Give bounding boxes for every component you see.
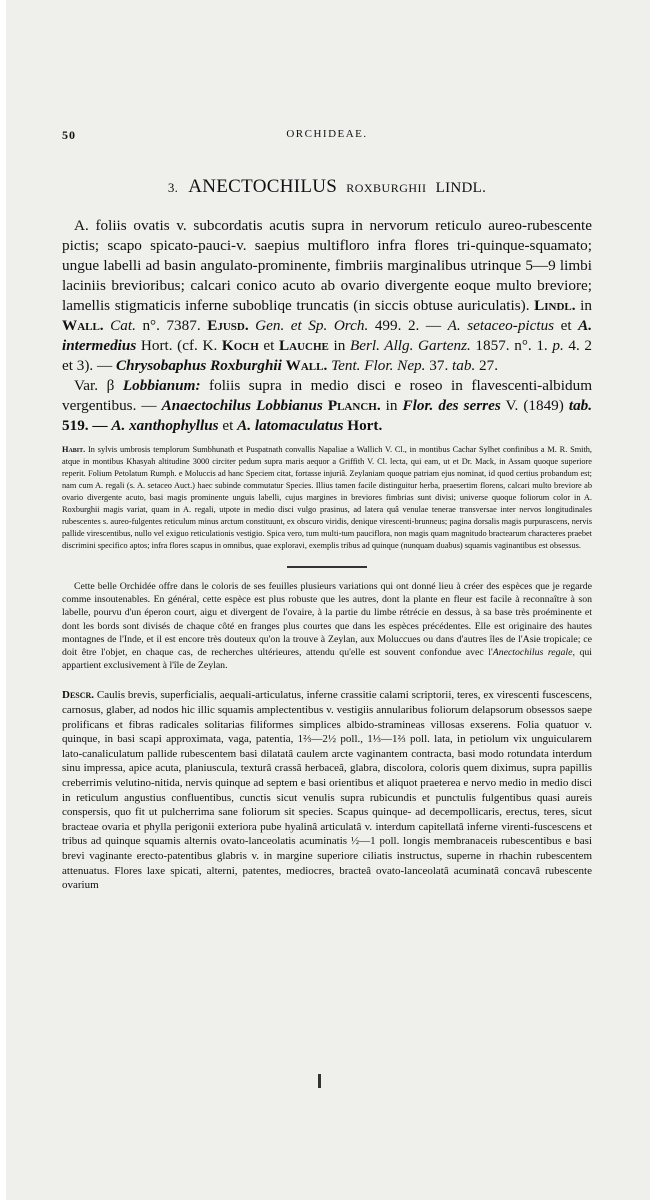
- habitat-note: [62, 444, 592, 552]
- ref-word: p.: [552, 337, 564, 354]
- synonym: A. intermedius: [62, 317, 593, 354]
- ref-word: Hort.: [347, 417, 383, 434]
- synonym: A. latomaculatus: [237, 417, 344, 434]
- author-lindl: Lindl.: [534, 297, 576, 314]
- ref-word: et: [560, 317, 572, 334]
- synonym: A. setaceo-pictus: [447, 317, 555, 334]
- page-number: 50: [62, 128, 76, 142]
- species-number: 3.: [167, 180, 179, 195]
- ref-number: 499. 2. —: [374, 317, 442, 334]
- species-title: [62, 176, 592, 198]
- habitat-text: In sylvis umbrosis templorum Sumbhunath et Puspatnath convallis Napaliae a Wallich V. Cl., in montibus Cachar Sylhet confinibus a M. R. Smith, atque in montibus Khasyah altitudine 3000 circiter pedum supra maris aequor a Griffith V. Cl. lecta, qui eam, ut et Dr. Mack, in Assam quoque superiore reperit. Folium Petolatum Rumph. e Moluccis ad hanc Speciem citat, fortasse injuriâ. Zeylaniam quoque patriam ejus nominat, id quod certius probandum est; nam cum A. regali (s. A. setaceo Auct.) haec subinde commutatur Species. Illius tamen facile distinguitur herba, praesertim florens, calcari multo breviore ab ovario divergente acuto, basi magis prominente unguis labelli, cujus margines in breviores fimbrias sunt divisi; universe quoque foliorum color in A. Roxburghii magis variat, quam in A. regali, utpote in medio disci vulgo prasinus, ad latera quâ venulae tenerae transversae inter nervos longitudinales rubescentes s. aureo-fulgentes reticulum minus arctum constituunt, ex obscuro viridis, denique virescenti-brunneus; pagina dorsalis magis purpurascens, nervis pallide virescentibus, nullo vel exiguo reticulationis vestigio. Spica vero, tum multi-tum pauciflora, non magis quam magnitudo bractearum characteres praebet discrimini specifico aptos; infra flores scapus in omnibus, quae exploravi, exemplis tribus ad quinque (nunquam duabus) squamis vaginantibus est obsessus.: [62, 445, 593, 550]
- section-divider: [287, 566, 367, 568]
- author-wall: Wall.: [62, 317, 104, 334]
- page-content: [62, 128, 592, 893]
- page-mark: [318, 1074, 321, 1088]
- ref-word: in: [580, 297, 592, 314]
- diagnosis-text: A. foliis ovatis v. subcordatis acutis supra in nervorum reticulo aureo-rubescente pictis; scapo spicato-pauci-v. saepius multifloro infra flores tri-quinque-squamato; ungue labelli ad basin angulato-prominente, fimbriis marginalibus utrinque 5—9 limbi laciniis brevioribus; calcari conico acuto ab ovario divergente eoque multo breviore; lamellis stigmaticis inferne subobliqe truncatis (in siccis obtuse auriculatis).: [62, 217, 592, 314]
- ref-word: et: [222, 417, 234, 434]
- ref-word: tab.: [568, 397, 593, 414]
- ref-title: Berl. Allg. Gartenz.: [349, 337, 471, 354]
- ref-title: Tent. Flor. Nep.: [331, 357, 426, 374]
- ref-title: Gen. et Sp. Orch.: [255, 317, 369, 334]
- author-ejusd: Ejusd.: [207, 317, 249, 334]
- french-commentary: [62, 580, 592, 672]
- author-wall: Wall.: [285, 357, 328, 374]
- author-planch: Planch.: [327, 397, 381, 414]
- ref-number: n°. 7387.: [142, 317, 201, 334]
- ref-number: 519. —: [62, 417, 108, 434]
- habitat-label: Habit.: [62, 445, 86, 454]
- french-text: , qui appartient exclusivement à l'île de Zeylan.: [62, 647, 592, 672]
- section-name: ORCHIDEAE.: [286, 128, 368, 140]
- ref-title: Flor. des serres: [402, 397, 501, 414]
- species-author: LINDL.: [435, 180, 487, 196]
- synonym: Anaectochilus Lobbianus: [161, 397, 323, 414]
- variety-label: Var. β: [74, 377, 115, 394]
- variety-text: foliis supra in medio disci e roseo in flavescenti-albidum vergentibus. —: [62, 377, 593, 414]
- description-text: Caulis brevis, superficialis, aequali-articulatus, inferne crassitie calami scriptorii, teres, ex virescenti fuscescens, carnosus, glaber, ad nodos hic illic squamis amplectentibus v. vestigiis annularibus foliorum delapsorum obsessos saepe prolificans et fibras radicales solitarias filiformes simplices albido-stramineas villosas exserens. Folia quatuor v. quinque, in basi scapi approximata, vaga, patentia, 1⅔—2½ poll., 1⅓—1⅔ poll. lata, in petiolum vix unguicularem lato-canaliculatum pallide rubescentem basi dilatatâ caulem arcte vaginantem contracta, basi modo rotundata interdum sinu impressa, apice acuta, planiuscula, texturâ crassâ herbaceâ, glabra, discolora, coloris quem diximus, supra papillis creberrimis velutino-nitida, nervis quinque ad septem e basi orientibus et aliquot praeterea e nervo medio in medio disci in reticulum angustius confluentibus, cunctis sicut venulis supra rubicundis et punctulis fulgentibus quasi aureis conspersis, quo fit ut pulcherrima sane foliorum sit species. Scapus quinque- ad decempollicaris, erectus, teres, sicut bracteae ovaria et phylla perigonii exteriora pube hyalinâ articulatâ v. interdum capitellatâ inferne virenti-fuscescens et tribus ad quinque squamis alternis ovato-lanceolatis acuminatis ½—1 poll. longis membranaceis rubescentibus e basi brevi vaginante erecto-patentibus glabris v. in margine superiore ciliatis instructus, superne in rhachin rubescentem attenuatus. Flores laxe spicati, alterni, patentes, mediocres, bracteâ ovato-lanceolatâ acuminatâ concavâ rubescente ovarium: [62, 689, 592, 892]
- ref-title: Cat.: [110, 317, 136, 334]
- ref-word: in: [333, 337, 346, 354]
- species-epithet: ROXBURGHII: [346, 181, 427, 195]
- author-lauche: Lauche: [279, 337, 329, 354]
- species-description: [62, 688, 592, 892]
- latin-diagnosis: [62, 216, 592, 436]
- ref-word: Hort. (cf. K.: [140, 337, 218, 354]
- variety-paragraph: [62, 376, 592, 436]
- page-edge-left: [0, 0, 6, 1200]
- french-species-name: Anectochilus regale: [492, 647, 573, 659]
- ref-number: 37.: [429, 357, 449, 374]
- ref-number: 4. 2 et 3). —: [62, 337, 593, 374]
- genus-name: ANECTOCHILUS: [188, 176, 338, 197]
- variety-name: Lobbianum:: [122, 377, 201, 394]
- ref-word: in: [385, 397, 398, 414]
- ref-number: V. (1849): [505, 397, 564, 414]
- ref-word: et: [263, 337, 275, 354]
- synonym: Chrysobaphus Roxburghii: [116, 357, 282, 374]
- running-head: [62, 128, 592, 146]
- synonym: A. xanthophyllus: [111, 417, 219, 434]
- ref-number: 1857. n°. 1.: [475, 337, 548, 354]
- diagnosis-paragraph: [62, 216, 592, 376]
- french-text: Cette belle Orchidée offre dans le coloris de ses feuilles plusieurs variations qui ont donné lieu à créer des espèces que je regarde comme insoutenables. En général, cette espèce est plus robuste que les autres, dont la plante en fleur est facile à reconnaître à son labelle, pourvu d'un éperon court, aigu et divergent de l'ovaire, à la partie du limbe rétrécie en dessus, à sa base très proéminente et dont les bords sont divisés de chaque côté en franges plus courtes que dans les espèces précédentes. Elle est originaire des hautes montagnes de l'Inde, et il est encore très douteux qu'on la trouve à Zeylan, aux Moluccues ou dans d'autres îles de l'Asie tropicale; ce doit être l'objet, en chaque cas, de recherches ultérieures, attendu qu'elle est souvent confondue avec l': [62, 581, 592, 659]
- description-label: Descr.: [62, 689, 95, 702]
- ref-word: tab.: [452, 357, 476, 374]
- page-edge-right: [650, 0, 658, 1200]
- french-paragraph: [62, 580, 592, 672]
- author-koch: Koch: [221, 337, 259, 354]
- ref-number: 27.: [479, 357, 499, 374]
